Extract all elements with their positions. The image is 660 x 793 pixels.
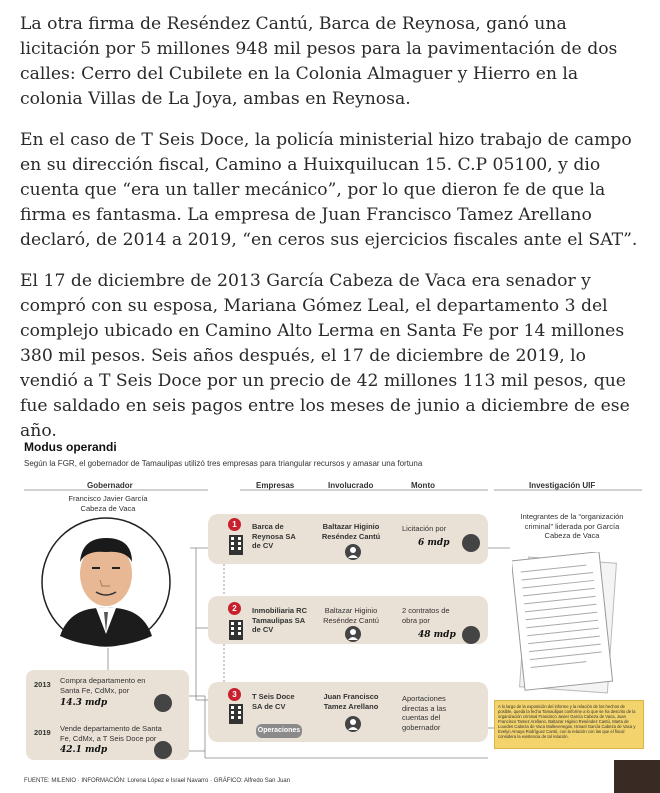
- adjacent-image-fragment: [614, 760, 660, 793]
- row-1-empresa: Barca de Reynosa SA de CV: [252, 522, 296, 550]
- row-1-amount: 6 mdp: [418, 538, 450, 548]
- timeline-2019-text: Vende departamento de Santa Fe, CdMx, a T Seis Doce por: [60, 724, 162, 743]
- timeline-2013-amount: 14.3 mdp: [60, 698, 108, 708]
- timeline-2013-text: Compra departamento en Santa Fe, CdMx, por: [60, 676, 146, 695]
- row-1-monto-text: Licitación por: [402, 524, 447, 533]
- header-gobernador: Gobernador: [87, 481, 133, 490]
- infographic-title: Modus operandi: [24, 440, 117, 454]
- operaciones-badge: Operaciones: [256, 724, 302, 738]
- infographic-footer: FUENTE: MILENIO · INFORMACIÓN: Lorena López e Israel Navarro · GRÁFICO: Alfredo San Juan: [24, 778, 291, 784]
- uif-highlight-box: [494, 700, 644, 749]
- row-2-monto-text: 2 contratos de obra por: [402, 606, 450, 625]
- row-2-empresa: Inmobiliaria RC Tamaulipas SA de CV: [252, 606, 308, 634]
- row-3-empresa: T Seis Doce SA de CV: [252, 692, 295, 711]
- timeline-2013-dot: [154, 694, 172, 712]
- timeline-2013-year: 2013: [34, 680, 51, 689]
- row-2-amount: 48 mdp: [418, 630, 456, 640]
- row-1-involucrado: Baltazar Higinio Reséndez Cantú: [321, 522, 381, 541]
- person-icon: [345, 544, 361, 560]
- header-involucrado: Involucrado: [328, 481, 374, 490]
- article-paragraph-1: La otra firma de Reséndez Cantú, Barca de Reynosa, ganó una licitación por 5 millones 948 mil pesos para la pavimentación de dos calles: Cerro del Cubilete en la Colonia Almaguer y Hierro en la colonia Villas de La Joya, ambas en Reynosa.: [20, 14, 618, 109]
- timeline-2019-dot: [154, 741, 172, 759]
- building-icon: [228, 533, 244, 555]
- uif-document-image: [512, 552, 620, 698]
- governor-portrait: [40, 516, 172, 648]
- uif-caption: Integrantes de la “organización criminal” liderada por García Cabeza de Vaca: [520, 512, 624, 540]
- row-1-dot: [462, 534, 480, 552]
- infographic: [0, 438, 660, 793]
- row-2-dot: [462, 626, 480, 644]
- header-empresas: Empresas: [256, 481, 295, 490]
- row-3-monto-text: Aportaciones directas a las cuentas del gobernador: [402, 694, 447, 732]
- row-2-involucrado: Baltazar Higinio Reséndez Cantú: [323, 606, 379, 625]
- uif-box-text: A lo largo de la exposición del informe y la relación de los hechos de posible, queda la fecha Tamaulipas conforme a lo que se ha descrito de la organización criminal Francisco Javier García Cabeza de Vaca, Juan Francisco Tamez Arellano, Baltazar Higinio Reséndez Cantú, Marta de Lourdes Cabeza de Vaca Mallevenegas, Ismael García Cabeza de Vaca y Evelyn Amaya Rodríguez Cantú, con la relación con las que el fiscal considera la existencia de tal relación.: [498, 704, 636, 739]
- article-body: [20, 12, 645, 460]
- building-icon: [228, 702, 244, 724]
- article-paragraph-3: El 17 de diciembre de 2013 García Cabeza de Vaca era senador y compró con su esposa, Mariana Gómez Leal, el departamento 3 del complejo ubicado en Camino Alto Lerma en Santa Fe por 14 millones 380 mil pesos. Seis años después, el 17 de diciembre de 2019, lo vendió a T Seis Doce por un precio de 42 millones 113 mil pesos, que fue saldado en seis pagos entre los meses de junio a diciembre de ese año.: [20, 271, 630, 441]
- row-1-number: 1: [228, 518, 241, 531]
- person-icon: [345, 716, 361, 732]
- timeline-2019-year: 2019: [34, 728, 51, 737]
- infographic-subtitle: Según la FGR, el gobernador de Tamaulipas utilizó tres empresas para triangular recursos y amasar una fortuna: [24, 459, 423, 468]
- row-3-number: 3: [228, 688, 241, 701]
- article-paragraph-2: En el caso de T Seis Doce, la policía ministerial hizo trabajo de campo en su dirección fiscal, Camino a Huixquilucan 15. C.P 05100, y dio cuenta que “era un taller mecánico”, por lo que dieron fe de que la firma es fantasma. La empresa de Juan Francisco Tamez Arellano declaró, de 2014 a 2019, “en ceros sus ejercicios fiscales ante el SAT”.: [20, 130, 638, 250]
- person-icon: [345, 626, 361, 642]
- row-3-involucrado: Juan Francisco Tamez Arellano: [323, 692, 379, 711]
- header-investigacion: Investigación UIF: [529, 481, 596, 490]
- building-icon: [228, 618, 244, 640]
- row-2-number: 2: [228, 602, 241, 615]
- timeline-2019-amount: 42.1 mdp: [60, 745, 108, 755]
- header-monto: Monto: [411, 481, 435, 490]
- governor-name: Francisco Javier García Cabeza de Vaca: [68, 494, 148, 513]
